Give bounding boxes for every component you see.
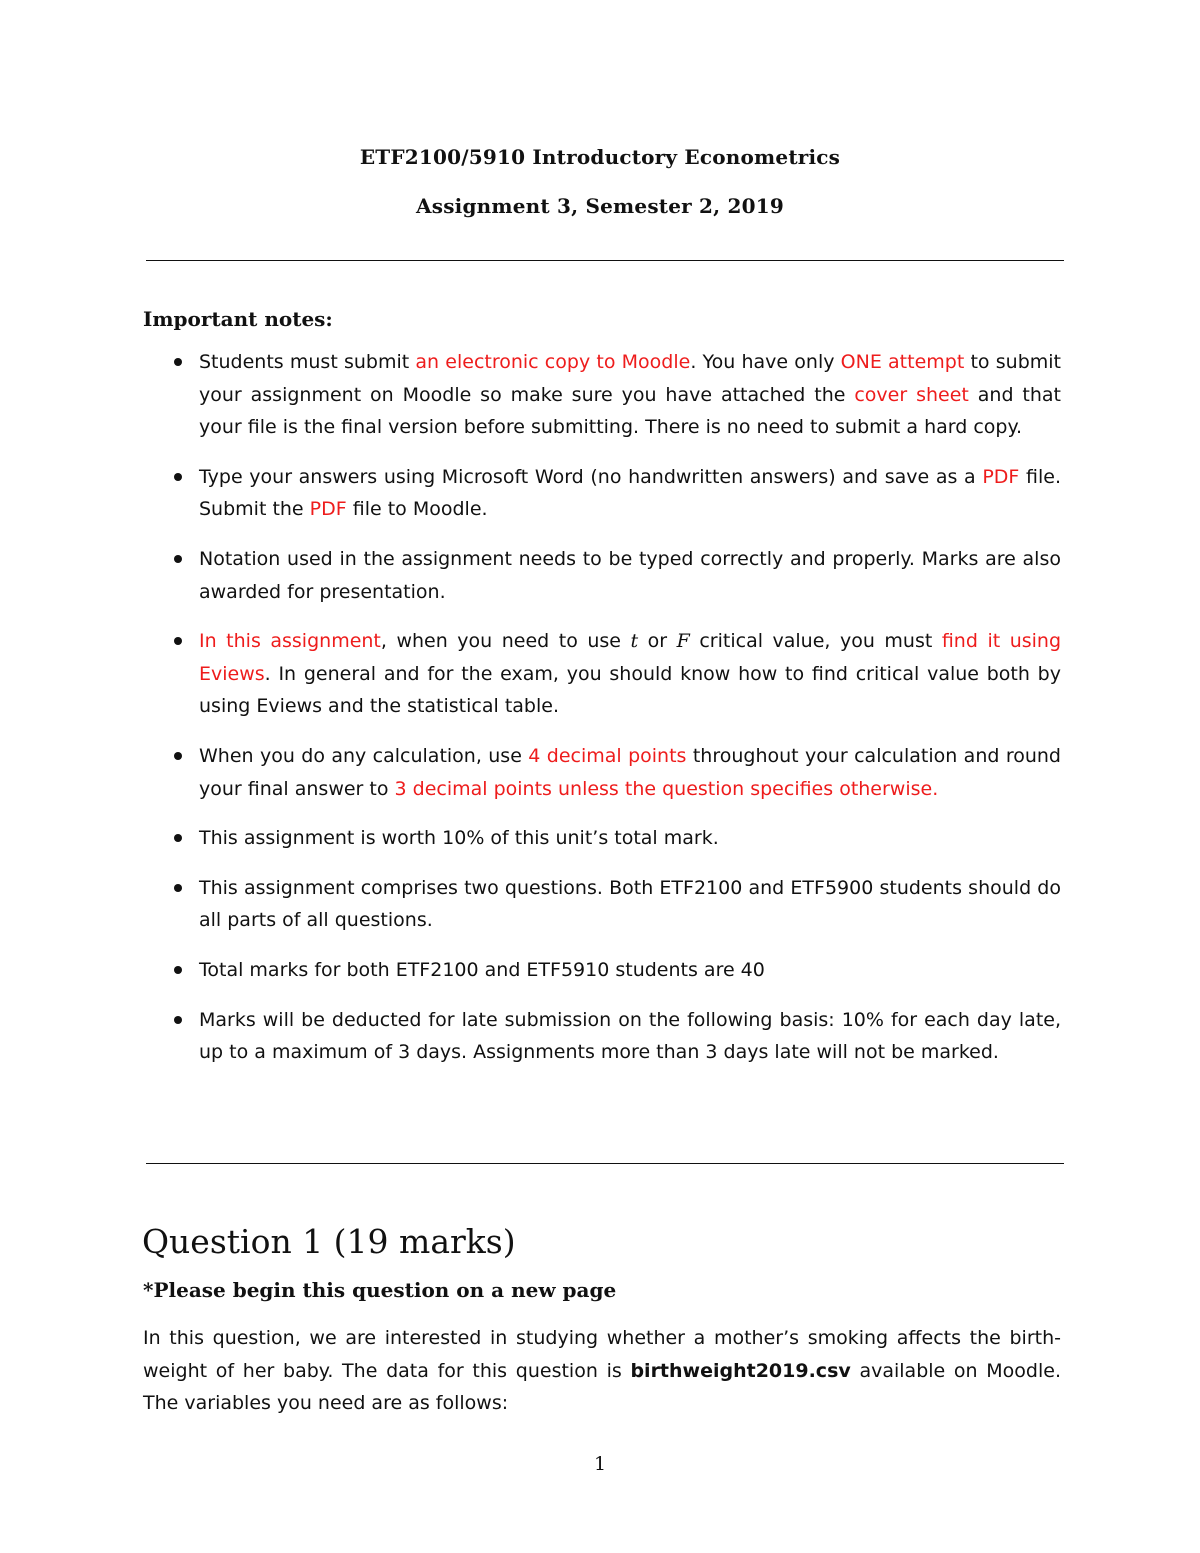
highlight-text: ONE attempt xyxy=(840,351,965,373)
bullet-icon xyxy=(174,637,182,645)
divider-bottom xyxy=(146,1163,1064,1164)
math-variable: t xyxy=(630,630,639,653)
bullet-icon xyxy=(174,1016,182,1024)
math-variable: F xyxy=(676,630,690,653)
assignment-line: Assignment 3, Semester 2, 2019 xyxy=(416,194,784,218)
note-item-worth: This assignment is worth 10% of this unit’s total mark. xyxy=(199,822,1061,855)
note-item-decimals: When you do any calculation, use 4 decimal points throughout your calculation and round your final answer to 3 decimal points unless the question specifies otherwise. xyxy=(199,740,1061,805)
highlight-text: find it using Eviews xyxy=(199,630,1062,685)
highlight-text: 3 decimal points unless the question specifies otherwise xyxy=(394,777,933,800)
highlight-text: cover sheet xyxy=(854,383,969,406)
highlight-text: In this assignment xyxy=(199,630,381,653)
note-item-questions: This assignment comprises two questions. Both ETF2100 and ETF5900 students should do all parts of all questions. xyxy=(199,872,1061,937)
notes-list xyxy=(199,346,1061,1086)
bullet-icon xyxy=(174,834,182,842)
data-filename: birthweight2019.csv xyxy=(630,1359,851,1382)
highlight-text: PDF xyxy=(309,498,347,521)
page-number: 1 xyxy=(593,1453,607,1475)
note-item-total-marks: Total marks for both ETF2100 and ETF5910 students are 40 xyxy=(199,954,1061,987)
highlight-text: PDF xyxy=(982,465,1020,488)
notes-heading: Important notes: xyxy=(143,307,333,331)
bullet-icon xyxy=(174,473,182,481)
question-1-body: In this question, we are interested in studying whether a mother’s smoking affects the birth-weight of her baby. The data for this question is birthweight2019.csv available on Moodle. The variables you need are as follows: xyxy=(143,1327,1062,1415)
note-item-submission: Students must submit an electronic copy to Moodle. You have only ONE attempt to submit your assignment on Moodle so make sure you have attached the cover sheet and that your file is the final version before submitting. There is no need to submit a hard copy. xyxy=(199,346,1061,444)
bullet-icon xyxy=(174,358,182,366)
bullet-icon xyxy=(174,884,182,892)
bullet-icon xyxy=(174,555,182,563)
bullet-icon xyxy=(174,966,182,974)
divider-top xyxy=(146,260,1064,261)
note-item-critical-value: In this assignment, when you need to use t or F critical value, you must find it using Eviews. In general and for the exam, you should know how to find critical value both by using Eviews and the statistical table. xyxy=(199,625,1061,723)
course-title: ETF2100/5910 Introductory Econometrics xyxy=(359,145,841,169)
question-1-heading: Question 1 (19 marks) xyxy=(142,1222,516,1261)
note-item-notation: Notation used in the assignment needs to be typed correctly and properly. Marks are also awarded for presentation. xyxy=(199,543,1061,608)
highlight-text: an electronic copy to Moodle xyxy=(415,351,691,373)
bullet-icon xyxy=(174,752,182,760)
note-item-format: Type your answers using Microsoft Word (no handwritten answers) and save as a PDF file. Submit the PDF file to Moodle. xyxy=(199,461,1061,526)
question-1-instruction: *Please begin this question on a new page xyxy=(143,1278,617,1302)
highlight-text: 4 decimal points xyxy=(528,744,687,767)
note-item-late-submission: Marks will be deducted for late submission on the following basis: 10% for each day late, up to a maximum of 3 days. Assignments more than 3 days late will not be marked. xyxy=(199,1004,1061,1069)
